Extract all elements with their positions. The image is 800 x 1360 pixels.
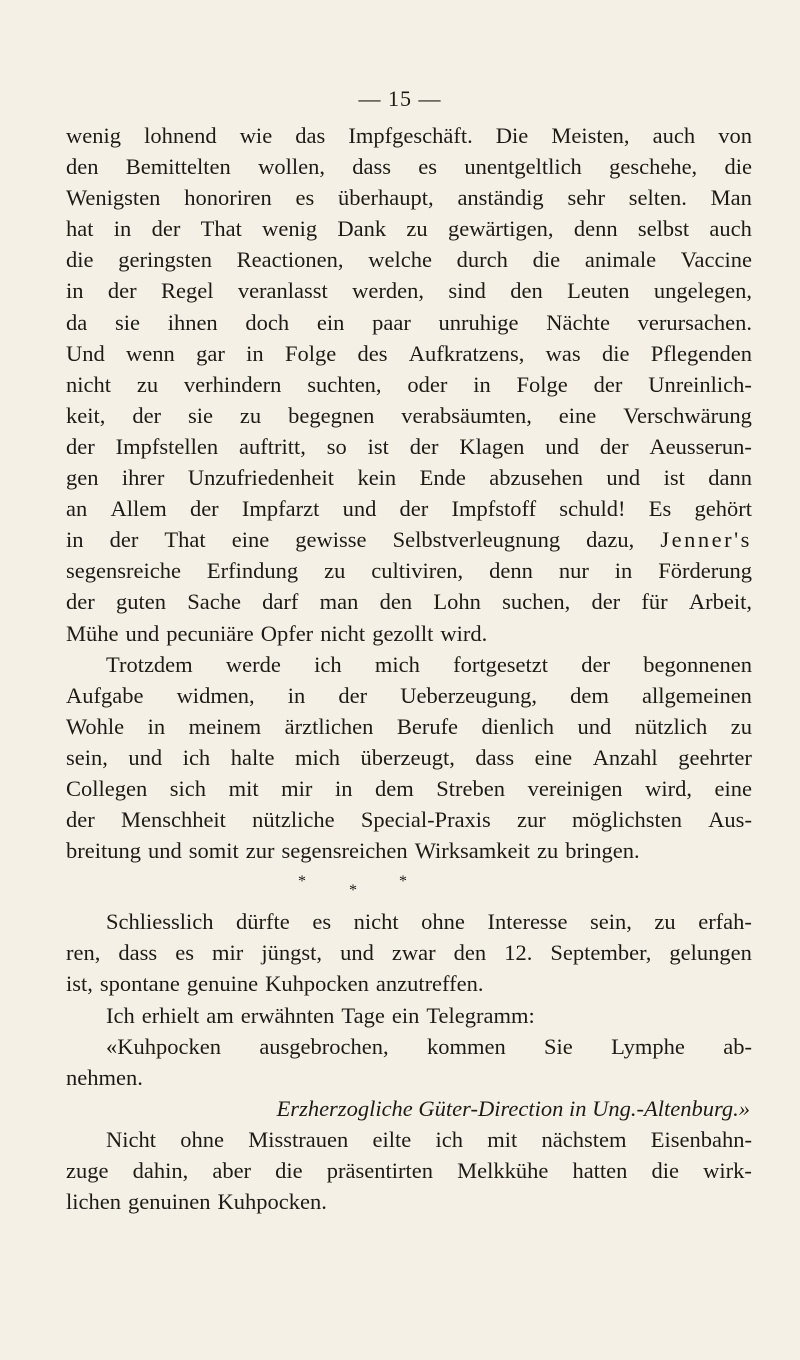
text-line: Aufgabe widmen, in der Ueberzeugung, dem allgemeinen: [66, 682, 752, 708]
paragraph: [66, 906, 752, 999]
paragraph: [66, 1000, 752, 1031]
text-line: Und wenn gar in Folge des Aufkratzens, was die Pflegenden: [66, 340, 752, 366]
text-line: keit, der sie zu begegnen verabsäumten, eine Verschwärung: [66, 402, 752, 428]
text-line: Wenigsten honoriren es überhaupt, anständig sehr selten. Man: [66, 185, 752, 211]
text-line: segensreiche Erfindung zu cultiviren, denn nur in Förderung: [66, 558, 752, 584]
page-number: — 15 —: [358, 86, 442, 111]
text-line: an Allem der Impfarzt und der Impfstoff schuld! Es gehört: [66, 496, 752, 522]
asterisk: *: [399, 873, 407, 891]
paragraph: [66, 649, 752, 867]
text-line: wenig lohnend wie das Impfgeschäft. Die Meisten, auch von: [66, 123, 752, 148]
text-line: ist, spontane genuine Kuhpocken anzutreffen.: [66, 971, 484, 997]
text-line: «Kuhpocken ausgebrochen, kommen Sie Lymphe ab-: [106, 1033, 752, 1059]
section-separator: [66, 866, 752, 906]
text-line: gen ihrer Unzufriedenheit kein Ende abzusehen und ist dann: [66, 465, 752, 491]
text-line: breitung und somit zur segensreichen Wirksamkeit zu bringen.: [66, 838, 640, 864]
text-line: die geringsten Reactionen, welche durch die animale Vaccine: [66, 247, 752, 273]
body-text: [66, 120, 752, 1217]
text-line: sein, und ich halte mich überzeugt, dass eine Anzahl geehrter: [66, 744, 752, 770]
text-line: ren, dass es mir jüngst, und zwar den 12. September, gelungen: [66, 940, 752, 966]
text-line: lichen genuinen Kuhpocken.: [66, 1189, 327, 1215]
text-line: da sie ihnen doch ein paar unruhige Nächte verursachen.: [66, 309, 752, 335]
text-line: Ich erhielt am erwähnten Tage ein Telegramm:: [106, 1002, 535, 1028]
paragraph: [66, 120, 752, 649]
text-line: Schliesslich dürfte es nicht ohne Interesse sein, zu erfah-: [106, 909, 752, 935]
text-line: in der Regel veranlasst werden, sind den Leuten ungelegen,: [66, 278, 752, 304]
text-line: der Menschheit nützliche Special-Praxis zur möglichsten Aus-: [66, 807, 752, 833]
text-line: Collegen sich mit mir in dem Streben vereinigen wird, eine: [66, 775, 752, 801]
text-line: Wohle in meinem ärztlichen Berufe dienlich und nützlich zu: [66, 713, 752, 739]
text-line: Mühe und pecuniäre Opfer nicht gezollt wird.: [66, 620, 488, 646]
text-line: der Impfstellen auftritt, so ist der Klagen und der Aeusserun-: [66, 433, 752, 459]
text-line: nicht zu verhindern suchten, oder in Folge der Unreinlich-: [66, 371, 752, 397]
telegram-signature: Erzherzogliche Güter-Direction in Ung.-Altenburg.»: [276, 1095, 750, 1121]
asterisk: *: [298, 873, 306, 891]
text-line: nehmen.: [66, 1064, 143, 1090]
text-line: in der That eine gewisse Selbstverleugnung dazu, Jenner's: [66, 527, 752, 553]
text-line: der guten Sache darf man den Lohn suchen, der für Arbeit,: [66, 589, 752, 615]
asterisk: *: [349, 882, 357, 900]
text-line: den Bemittelten wollen, dass es unentgeltlich geschehe, die: [66, 154, 752, 180]
text-line: zuge dahin, aber die präsentirten Melkkühe hatten die wirk-: [66, 1158, 752, 1183]
text-line: hat in der That wenig Dank zu gewärtigen, denn selbst auch: [66, 216, 752, 242]
text-line: Trotzdem werde ich mich fortgesetzt der begonnenen: [106, 651, 752, 677]
paragraph: [66, 1124, 752, 1217]
paragraph: [66, 1031, 752, 1093]
text-line: Nicht ohne Misstrauen eilte ich mit nächstem Eisenbahn-: [106, 1126, 752, 1152]
